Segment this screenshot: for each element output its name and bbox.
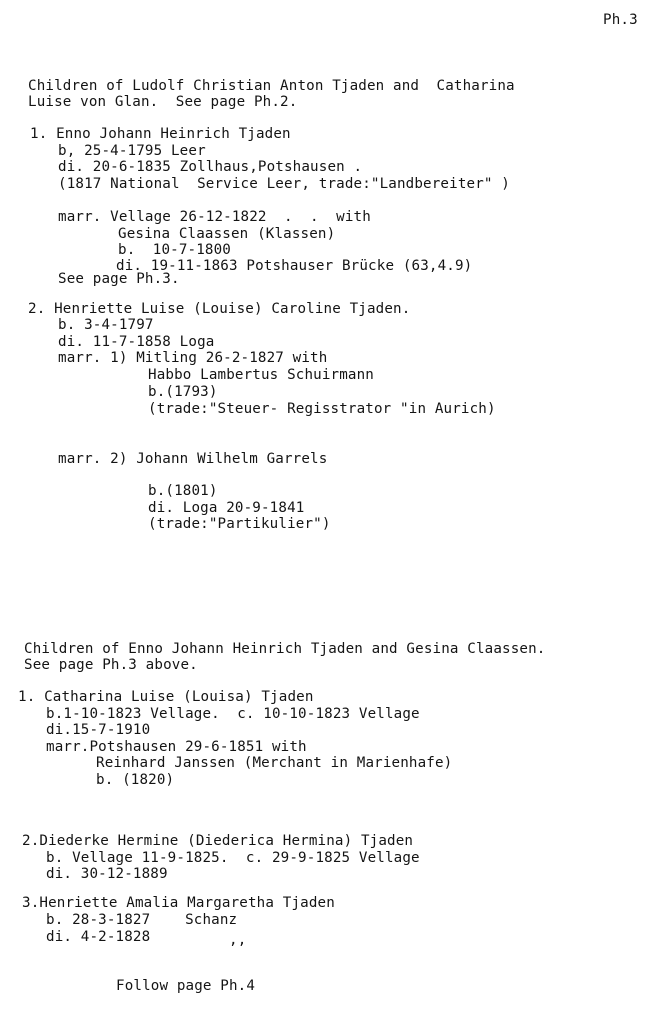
child-name: 1. Enno Johann Heinrich Tjaden [30, 126, 291, 142]
birth-line: b. 28-3-1827 Schanz [46, 912, 238, 928]
death-line: di. 30-12-1889 [46, 866, 168, 882]
page-reference: Ph.3 [603, 12, 638, 28]
see-page-reference: See page Ph.3. [58, 271, 180, 287]
spouse-name: Reinhard Janssen (Merchant in Marienhafe) [96, 755, 453, 771]
child-name: 3.Henriette Amalia Margaretha Tjaden [22, 895, 335, 911]
child-name: 2. Henriette Luise (Louise) Caroline Tjaden. [28, 301, 411, 317]
spouse1-name: Habbo Lambertus Schuirmann [148, 367, 374, 383]
spouse2-birth: b.(1801) [148, 483, 218, 499]
death-line: di. 4-2-1828 [46, 929, 151, 945]
marriage-line: marr. Vellage 26-12-1822 . . with [58, 209, 371, 225]
death-line: di.15-7-1910 [46, 722, 151, 738]
spouse-death: di. 19-11-1863 Potshauser Brücke (63,4.9) [116, 258, 473, 274]
spouse1-birth: b.(1793) [148, 384, 218, 400]
death-line: di. 20-6-1835 Zollhaus,Potshausen . [58, 159, 363, 175]
spouse-birth: b. (1820) [96, 772, 175, 788]
spouse2-death: di. Loga 20-9-1841 [148, 500, 305, 516]
birth-line: b. Vellage 11-9-1825. c. 29-9-1825 Vellage [46, 850, 420, 866]
follow-page-note: Follow page Ph.4 [116, 978, 256, 994]
marriage-line: marr.Potshausen 29-6-1851 with [46, 739, 307, 755]
marriage2-line: marr. 2) Johann Wilhelm Garrels [58, 451, 328, 467]
spouse-birth: b. 10-7-1800 [118, 242, 231, 258]
marriage1-line: marr. 1) Mitling 26-2-1827 with [58, 350, 328, 366]
ditto-mark: ,, [229, 932, 247, 948]
section2-heading-line2: See page Ph.3 above. [24, 657, 198, 673]
section1-heading-line1: Children of Ludolf Christian Anton Tjaden and Catharina [28, 78, 515, 94]
birth-line: b.1-10-1823 Vellage. c. 10-10-1823 Vellage [46, 706, 420, 722]
section1-heading-line2: Luise von Glan. See page Ph.2. [28, 94, 298, 110]
service-line: (1817 National Service Leer, trade:"Landbereiter" ) [58, 176, 510, 192]
birth-line: b, 25-4-1795 Leer [58, 143, 206, 159]
spouse-name: Gesina Claassen (Klassen) [118, 226, 336, 242]
spouse1-trade: (trade:"Steuer- Regisstrator "in Aurich) [148, 401, 496, 417]
section2-heading-line1: Children of Enno Johann Heinrich Tjaden and Gesina Claassen. [24, 641, 546, 657]
child-name: 2.Diederke Hermine (Diederica Hermina) Tjaden [22, 833, 414, 849]
birth-line: b. 3-4-1797 [58, 317, 154, 333]
death-line: di. 11-7-1858 Loga [58, 334, 215, 350]
child-name: 1. Catharina Luise (Louisa) Tjaden [18, 689, 314, 705]
spouse2-trade: (trade:"Partikulier") [148, 516, 331, 532]
